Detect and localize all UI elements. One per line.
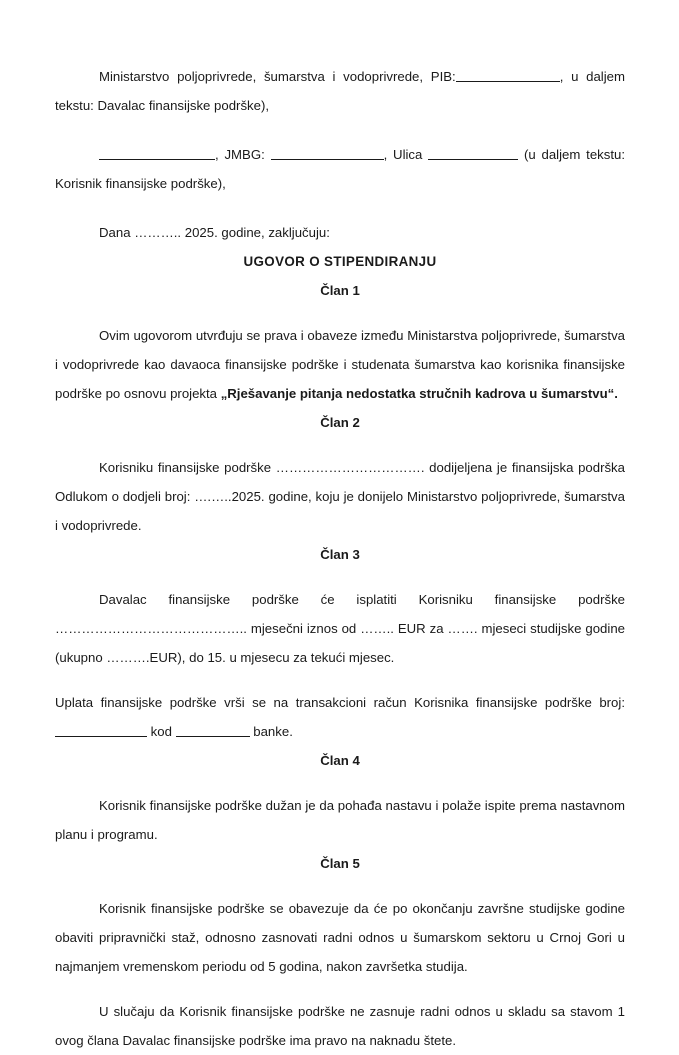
article-3-paragraph-1: Davalac finansijske podrške će isplatiti Korisniku finansijske podrške …………………………………….. mjesečni iznos od …….. EUR za ……. mjeseci studijske godine (ukupno ……….EUR), do 15. u mjesecu za tekući mjesec. xyxy=(55,592,625,665)
beneficiary-text-after: (u daljem tekstu: Korisnik finansijske podrške), xyxy=(55,147,626,191)
provider-text-after: , u daljem tekstu: Davalac finansijske podrške), xyxy=(55,69,625,113)
article-2-heading: Član 2 xyxy=(320,415,360,430)
article-4-paragraph-1: Korisnik finansijske podrške dužan je da pohađa nastavu i polaže ispite prema nastavnom planu i programu. xyxy=(55,798,625,842)
jmbg-label: , JMBG: xyxy=(215,147,271,162)
article-3-heading: Član 3 xyxy=(320,547,360,562)
article-1-paragraph-1 xyxy=(55,321,625,408)
account-number-blank-field[interactable] xyxy=(55,723,147,737)
bank-name-blank-field[interactable] xyxy=(176,723,250,737)
article-1-project-name: Rješavanje pitanja nedostatka stručnih kadrova u šumarstvu xyxy=(227,386,608,401)
article-1-text-before: Ovim ugovorom utvrđuju se prava i obaveze između Ministarstva poljoprivrede, šumarstva i vodoprivrede kao davaoca finansijske podrške i studenata šumarstva kao korisnika finansijske podrške po osnovu projekta xyxy=(55,328,625,401)
account-text-after: banke. xyxy=(249,724,293,739)
document-title: UGOVOR O STIPENDIRANJU xyxy=(243,254,437,269)
article-3-paragraph-2 xyxy=(55,688,625,746)
account-text-before: Uplata finansijske podrške vrši se na transakcioni račun Korisnika finansijske podrške broj: xyxy=(55,695,625,710)
beneficiary-name-blank-field[interactable] xyxy=(99,146,215,160)
date-paragraph: Dana ……….. 2025. godine, zaključuju: xyxy=(99,225,330,240)
article-1-text-after: . xyxy=(614,386,618,401)
article-1-quote-close: “ xyxy=(607,386,615,401)
street-label: , Ulica xyxy=(383,147,429,162)
article-5-paragraph-1: Korisnik finansijske podrške se obavezuje da će po okončanju završne studijske godine obaviti pripravnički staž, odnosno zasnovati radni odnos u šumarskom sektoru u Crnoj Gori u najmanjem vremenskom periodu od 5 godina, nakon završetka studija. xyxy=(55,901,625,974)
article-1-heading: Član 1 xyxy=(320,283,360,298)
article-5-paragraph-2: U slučaju da Korisnik finansijske podrške ne zasnuje radni odnos u skladu sa stavom 1 ovog člana Davalac finansijske podrške ima pravo na naknadu štete. xyxy=(55,1004,625,1048)
account-text-middle: kod xyxy=(147,724,176,739)
beneficiary-party-paragraph xyxy=(55,140,625,198)
provider-party-paragraph xyxy=(55,62,625,120)
provider-text-before: Ministarstvo poljoprivrede, šumarstva i vodoprivrede, PIB: xyxy=(99,69,456,84)
jmbg-blank-field[interactable] xyxy=(271,146,384,160)
article-4-heading: Član 4 xyxy=(320,753,360,768)
article-5-heading: Član 5 xyxy=(320,856,360,871)
article-2-paragraph-1: Korisniku finansijske podrške ……………………………. dodijeljena je finansijska podrška Odlukom o dodjeli broj: ….…..2025. godine, koju je donijelo Ministarstvo poljoprivrede, šumarstva i vodoprivrede. xyxy=(55,460,625,533)
article-1-quote-open: „ xyxy=(220,386,228,401)
pib-blank-field[interactable] xyxy=(456,68,560,82)
street-blank-field[interactable] xyxy=(428,146,518,160)
